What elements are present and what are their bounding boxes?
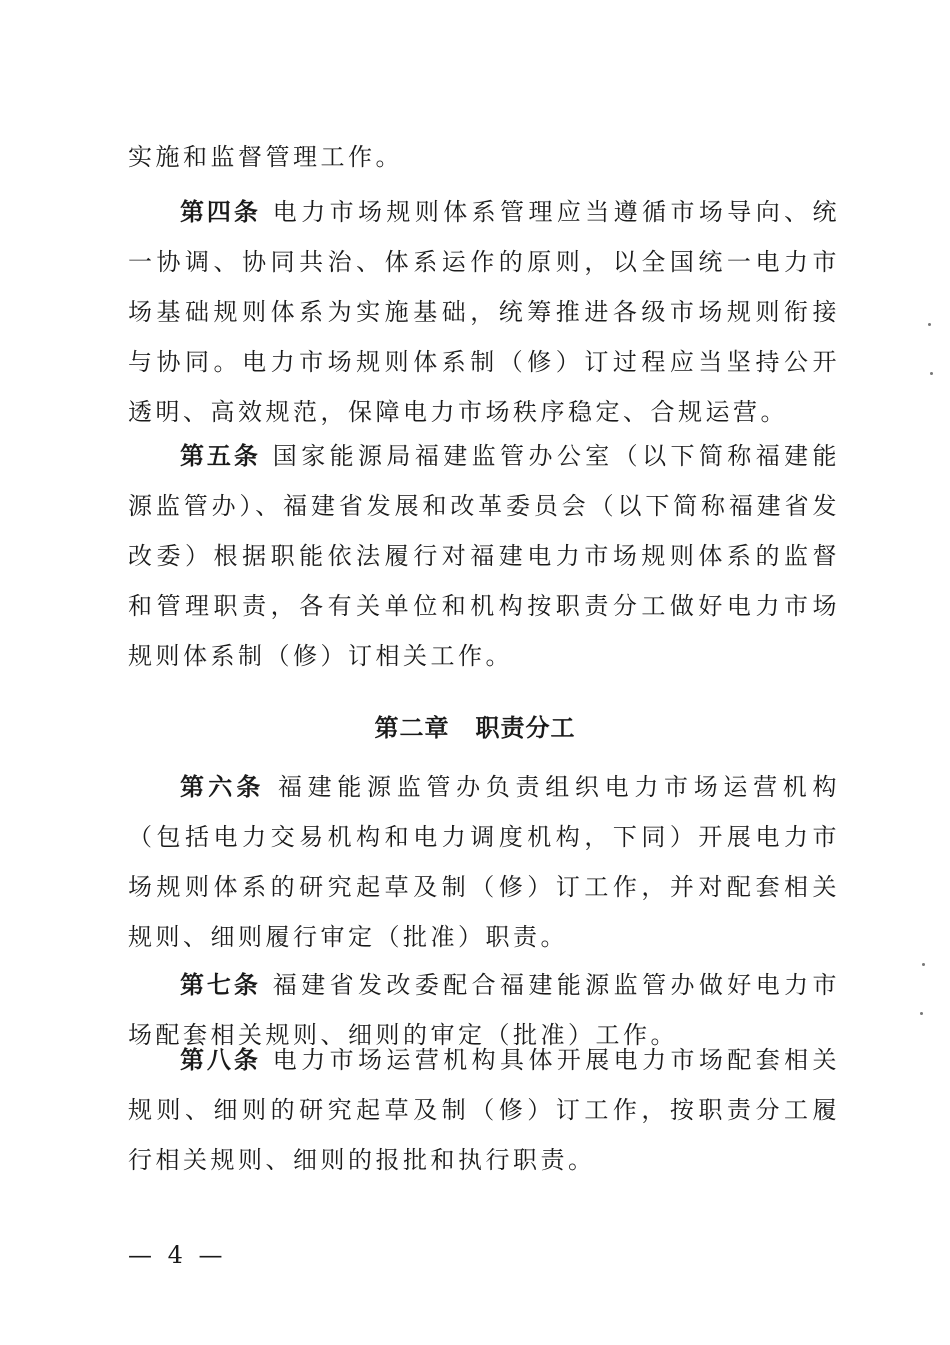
scan-speck	[928, 323, 931, 326]
article-title: 第八条	[180, 1046, 261, 1074]
article-8	[128, 1035, 840, 1185]
article-title: 第五条	[180, 442, 261, 470]
article-text: 福建能源监管办负责组织电力市场运营机构（包括电力交易机构和电力调度机构，下同）开展电力市场规则体系的研究起草及制（修）订工作，并对配套相关规则、细则履行审定（批准）职责。	[128, 773, 841, 951]
page-number: — 4 —	[128, 1241, 227, 1269]
scan-speck	[920, 1012, 923, 1015]
scan-speck	[930, 372, 933, 375]
article-text: 电力市场规则体系管理应当遵循市场导向、统一协调、协同共治、体系运作的原则，以全国统一电力市场基础规则体系为实施基础，统筹推进各级市场规则衔接与协同。电力市场规则体系制（修）订过程应当坚持公开透明、高效规范，保障电力市场秩序稳定、合规运营。	[128, 198, 841, 426]
article-text: 国家能源局福建监管办公室（以下简称福建能源监管办）、福建省发展和改革委员会（以下简称福建省发改委）根据职能依法履行对福建电力市场规则体系的监督和管理职责，各有关单位和机构按职责分工做好电力市场规则体系制（修）订相关工作。	[128, 442, 841, 670]
paragraph-continuation	[128, 132, 840, 182]
article-title: 第七条	[180, 971, 261, 999]
article-title: 第六条	[180, 773, 265, 801]
paragraph-text: 实施和监督管理工作。	[128, 143, 403, 171]
article-text: 福建省发改委配合福建能源监管办做好电力市场配套相关规则、细则的审定（批准）工作。	[128, 971, 841, 1049]
chapter-number: 第二章	[374, 714, 450, 742]
article-4	[128, 187, 840, 437]
chapter-title: 职责分工	[475, 714, 576, 742]
article-6	[128, 762, 840, 962]
chapter-heading	[0, 706, 950, 750]
article-title: 第四条	[180, 198, 261, 226]
article-text: 电力市场运营机构具体开展电力市场配套相关规则、细则的研究起草及制（修）订工作，按职责分工履行相关规则、细则的报批和执行职责。	[128, 1046, 841, 1174]
article-5	[128, 431, 840, 681]
scan-speck	[922, 963, 925, 966]
